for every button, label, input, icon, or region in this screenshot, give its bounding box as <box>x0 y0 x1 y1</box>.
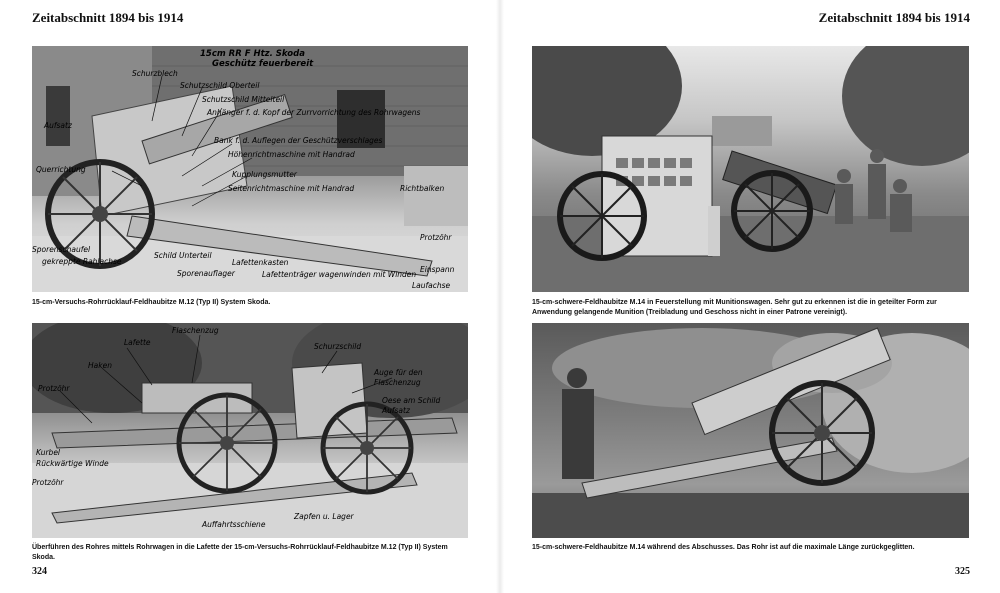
svg-text:Bank f. d. Auflegen der Geschü: Bank f. d. Auflegen der Geschützverschlages <box>214 136 383 145</box>
svg-text:Sporenauflager: Sporenauflager <box>177 269 235 278</box>
svg-text:Einspann: Einspann <box>420 265 455 274</box>
photo-4-illustration <box>532 323 969 538</box>
caption-photo-4: 15-cm-schwere-Feldhaubitze M.14 während des Abschusses. Das Rohr ist auf die maximale Länge zurückgeglitten. <box>532 544 915 551</box>
caption-photo-1: 15-cm-Versuchs-Rohrrücklauf-Feldhaubitze M.12 (Typ II) System Skoda. <box>32 299 271 306</box>
svg-text:Sporenschaufel: Sporenschaufel <box>32 245 91 254</box>
photo-3-illustration <box>532 46 969 292</box>
svg-text:Protzöhr: Protzöhr <box>420 233 452 242</box>
svg-text:Seitenrichtmaschine mit Handra: Seitenrichtmaschine mit Handrad <box>228 184 355 193</box>
photo-howitzer-annotated <box>32 46 468 292</box>
svg-text:Schurzschild: Schurzschild <box>314 342 362 351</box>
svg-text:Aufsatz: Aufsatz <box>44 121 72 130</box>
svg-text:Querrichtung: Querrichtung <box>36 165 86 174</box>
photo-howitzer-transfer <box>32 323 468 538</box>
svg-text:Kupplungsmutter: Kupplungsmutter <box>232 170 297 179</box>
svg-text:Protzöhr: Protzöhr <box>32 478 64 487</box>
running-head-left: Zeitabschnitt 1894 bis 1914 <box>32 10 184 25</box>
svg-text:Anhänger f. d. Kopf der Zurrvo: Anhänger f. d. Kopf der Zurrvorrichtung des Rohrwagens <box>207 108 421 117</box>
svg-text:Schild Unterteil: Schild Unterteil <box>154 251 212 260</box>
svg-text:Lafettenkasten: Lafettenkasten <box>232 258 289 267</box>
svg-text:Lafette: Lafette <box>124 338 151 347</box>
svg-text:Protzöhr: Protzöhr <box>38 384 70 393</box>
svg-text:Flaschenzug: Flaschenzug <box>172 326 219 335</box>
svg-text:15cm RR F Htz. Skoda: 15cm RR F Htz. Skoda <box>200 49 305 59</box>
svg-text:Aufsatz: Aufsatz <box>382 406 410 415</box>
svg-text:Höhenrichtmaschine mit Handrad: Höhenrichtmaschine mit Handrad <box>228 150 355 159</box>
svg-text:Zapfen u. Lager: Zapfen u. Lager <box>294 512 354 521</box>
svg-text:Haken: Haken <box>88 361 112 370</box>
photo-howitzer-firing-position <box>532 46 969 292</box>
svg-text:Laufachse: Laufachse <box>412 281 451 290</box>
svg-text:Schurzblech: Schurzblech <box>132 69 178 78</box>
right-page <box>500 0 1000 593</box>
photo-2-illustration <box>32 323 468 538</box>
svg-text:Kurbel: Kurbel <box>36 448 61 457</box>
svg-text:Schutzschild Oberteil: Schutzschild Oberteil <box>180 81 260 90</box>
svg-text:Oese am Schild: Oese am Schild <box>382 396 441 405</box>
photo-howitzer-firing <box>532 323 969 538</box>
photo-1-illustration <box>32 46 468 292</box>
svg-text:Auge für den: Auge für den <box>374 368 423 377</box>
page-number-left: 324 <box>32 566 47 577</box>
svg-text:gekreppte Rahlachse: gekreppte Rahlachse <box>42 257 122 266</box>
running-head-right: Zeitabschnitt 1894 bis 1914 <box>818 10 970 25</box>
svg-text:Auffahrtsschiene: Auffahrtsschiene <box>202 520 266 529</box>
svg-text:Geschütz feuerbereit: Geschütz feuerbereit <box>212 59 314 69</box>
svg-text:Rückwärtige Winde: Rückwärtige Winde <box>36 459 109 468</box>
svg-text:Lafettenträger wagenwinden mit: Lafettenträger wagenwinden mit Winden <box>262 270 417 279</box>
page-number-right: 325 <box>955 566 970 577</box>
svg-text:Richtbalken: Richtbalken <box>400 184 445 193</box>
svg-text:Flaschenzug: Flaschenzug <box>374 378 421 387</box>
svg-text:Schutzschild Mittelteil: Schutzschild Mittelteil <box>202 95 285 104</box>
caption-photo-3: 15-cm-schwere-Feldhaubitze M.14 in Feuerstellung mit Munitionswagen. Sehr gut zu erkennen ist die in geteilter Form zur Anwendung gelangende Munition (Treibladung und Geschoss nicht in einer Patrone vereinigt). <box>532 299 937 316</box>
caption-photo-2: Überführen des Rohres mittels Rohrwagen in die Lafette der 15-cm-Versuchs-Rohrrücklauf-Feldhaubitze M.12 (Typ II) System Skoda. <box>32 544 448 561</box>
